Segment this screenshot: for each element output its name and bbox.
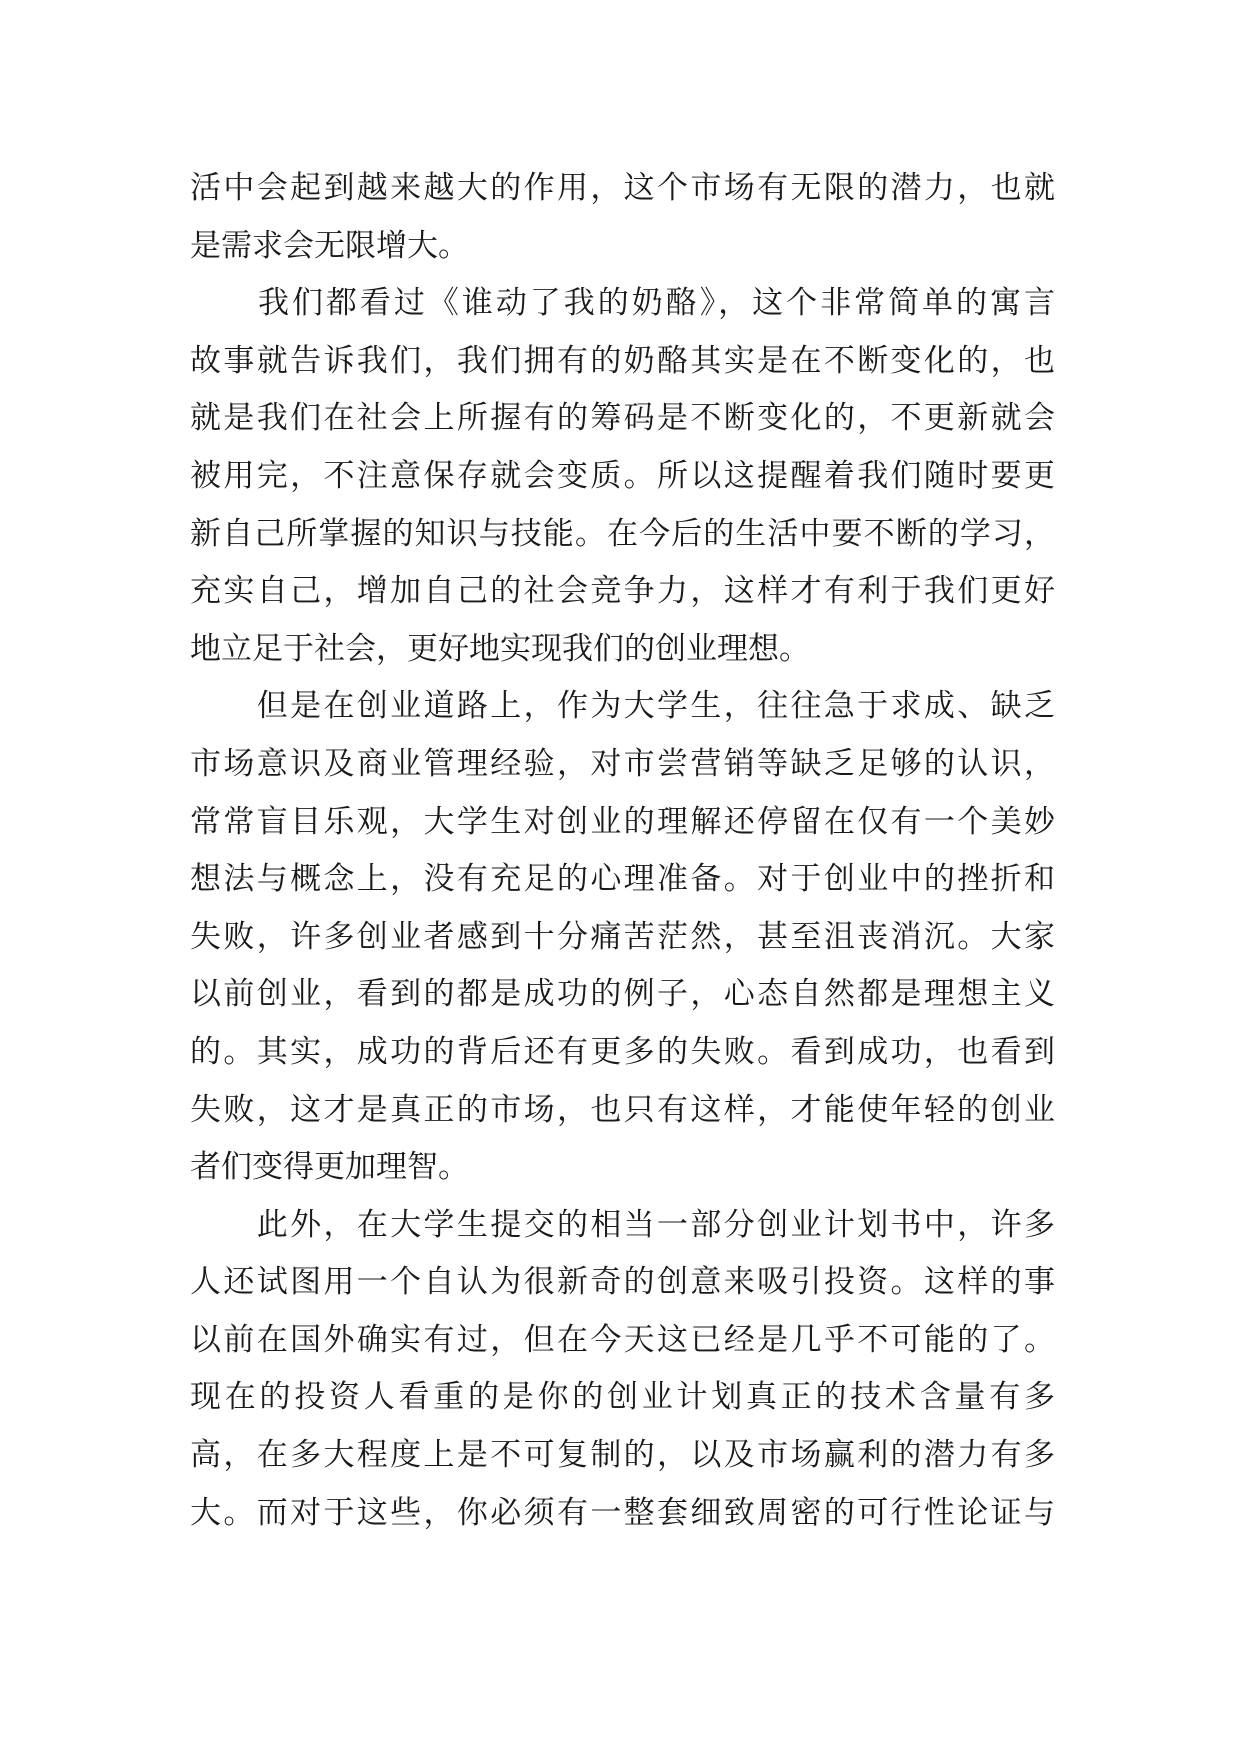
text-line: 被用完，不注意保存就会变质。所以这提醒着我们随时要更 bbox=[190, 457, 1055, 494]
text-line: 高，在多大程度上是不可复制的，以及市场赢利的潜力有多 bbox=[190, 1437, 1055, 1474]
text-line: 现在的投资人看重的是你的创业计划真正的技术含量有多 bbox=[190, 1379, 1055, 1416]
text-line: 故事就告诉我们，我们拥有的奶酪其实是在不断变化的，也 bbox=[190, 342, 1055, 379]
text-line: 以前创业，看到的都是成功的例子，心态自然都是理想主义 bbox=[190, 976, 1055, 1013]
text-line: 就是我们在社会上所握有的筹码是不断变化的，不更新就会 bbox=[190, 400, 1055, 437]
text-line: 失败，这才是真正的市场，也只有这样，才能使年轻的创业 bbox=[190, 1091, 1055, 1128]
text-line: 大。而对于这些，你必须有一整套细致周密的可行性论证与 bbox=[190, 1494, 1055, 1531]
body-text bbox=[190, 160, 1055, 1542]
text-line: 但是在创业道路上，作为大学生，往往急于求成、缺乏 bbox=[190, 688, 1055, 725]
text-line: 是需求会无限增大。 bbox=[190, 227, 469, 264]
text-line: 我们都看过《谁动了我的奶酪》，这个非常简单的寓言 bbox=[190, 285, 1055, 322]
text-line: 的。其实，成功的背后还有更多的失败。看到成功，也看到 bbox=[190, 1033, 1055, 1070]
text-line: 想法与概念上，没有充足的心理准备。对于创业中的挫折和 bbox=[190, 861, 1055, 898]
text-line: 地立足于社会，更好地实现我们的创业理想。 bbox=[190, 630, 810, 667]
text-line: 以前在国外确实有过，但在今天这已经是几乎不可能的了。 bbox=[190, 1321, 1055, 1358]
text-line: 失败，许多创业者感到十分痛苦茫然，甚至沮丧消沉。大家 bbox=[190, 918, 1055, 955]
text-line: 常常盲目乐观，大学生对创业的理解还停留在仅有一个美妙 bbox=[190, 803, 1055, 840]
text-line: 者们变得更加理智。 bbox=[190, 1149, 469, 1186]
text-line: 此外，在大学生提交的相当一部分创业计划书中，许多 bbox=[190, 1206, 1055, 1243]
text-line: 人还试图用一个自认为很新奇的创意来吸引投资。这样的事 bbox=[190, 1264, 1055, 1301]
text-line: 市场意识及商业管理经验，对市尝营销等缺乏足够的认识， bbox=[190, 745, 1055, 782]
text-line: 活中会起到越来越大的作用，这个市场有无限的潜力，也就 bbox=[190, 170, 1055, 206]
text-line: 充实自己，增加自己的社会竞争力，这样才有利于我们更好 bbox=[190, 573, 1055, 610]
text-line: 新自己所掌握的知识与技能。在今后的生活中要不断的学习， bbox=[190, 515, 1055, 552]
